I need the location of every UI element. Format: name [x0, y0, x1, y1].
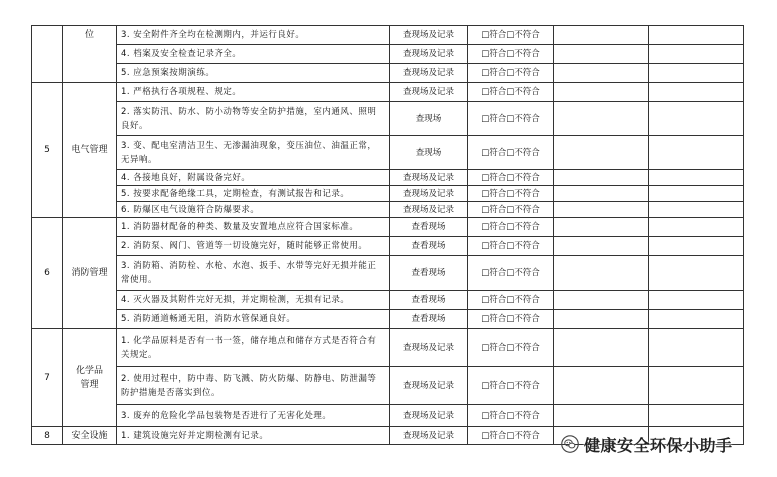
check-result: □符合□不符合: [468, 329, 554, 367]
check-result: □符合□不符合: [468, 291, 554, 310]
check-method: 查现场及记录: [390, 427, 468, 445]
blank-cell: [554, 329, 649, 367]
watermark-text: 健康安全环保小助手: [584, 435, 733, 455]
blank-cell: [554, 45, 649, 64]
check-method: 查现场及记录: [390, 186, 468, 202]
check-result: □符合□不符合: [468, 202, 554, 218]
table-row: [32, 45, 744, 64]
table-row: [32, 136, 744, 170]
table-row: [32, 26, 744, 45]
check-content: 1. 严格执行各项规程、规定。: [117, 83, 390, 102]
blank-cell: [649, 83, 744, 102]
row-number: [32, 26, 63, 83]
blank-cell: [554, 237, 649, 256]
table-row: [32, 170, 744, 186]
check-content: 3. 废弃的危险化学品包装物是否进行了无害化处理。: [117, 405, 390, 427]
check-method: 查看现场: [390, 310, 468, 329]
blank-cell: [649, 291, 744, 310]
check-result: □符合□不符合: [468, 367, 554, 405]
blank-cell: [649, 202, 744, 218]
blank-cell: [649, 405, 744, 427]
item-name: 化学品管理: [63, 329, 117, 427]
check-content: 5. 按要求配备绝缘工具，定期检查，有测试报告和记录。: [117, 186, 390, 202]
blank-cell: [649, 26, 744, 45]
blank-cell: [554, 367, 649, 405]
check-content: 3. 消防箱、消防栓、水枪、水泡、扳手、水带等完好无损并能正常使用。: [117, 256, 390, 291]
blank-cell: [554, 310, 649, 329]
blank-cell: [554, 26, 649, 45]
check-result: □符合□不符合: [468, 102, 554, 136]
check-result: □符合□不符合: [468, 64, 554, 83]
table-row: [32, 237, 744, 256]
check-content: 2. 落实防汛、防水、防小动物等安全防护措施，室内通风、照明良好。: [117, 102, 390, 136]
check-method: 查看现场: [390, 237, 468, 256]
check-result: □符合□不符合: [468, 310, 554, 329]
check-content: 4. 档案及安全检查记录齐全。: [117, 45, 390, 64]
check-content: 5. 消防通道畅通无阻，消防水管保通良好。: [117, 310, 390, 329]
blank-cell: [554, 83, 649, 102]
blank-cell: [649, 367, 744, 405]
blank-cell: [554, 170, 649, 186]
row-number: 8: [32, 427, 63, 445]
blank-cell: [554, 405, 649, 427]
check-content: 2. 消防泵、阀门、管道等一切设施完好，随时能够正常使用。: [117, 237, 390, 256]
blank-cell: [649, 64, 744, 83]
table-row: [32, 83, 744, 102]
table-row: [32, 367, 744, 405]
check-method: 查现场: [390, 136, 468, 170]
check-result: □符合□不符合: [468, 83, 554, 102]
check-method: 查现场及记录: [390, 329, 468, 367]
blank-cell: [554, 186, 649, 202]
check-content: 1. 建筑设施完好并定期检测有记录。: [117, 427, 390, 445]
check-result: □符合□不符合: [468, 186, 554, 202]
watermark: [561, 432, 733, 456]
blank-cell: [649, 170, 744, 186]
check-result: □符合□不符合: [468, 136, 554, 170]
table-row: [32, 405, 744, 427]
blank-cell: [649, 237, 744, 256]
check-method: 查现场及记录: [390, 26, 468, 45]
check-method: 查看现场: [390, 291, 468, 310]
blank-cell: [554, 256, 649, 291]
item-name: 消防管理: [63, 218, 117, 329]
blank-cell: [649, 186, 744, 202]
check-method: 查现场: [390, 102, 468, 136]
table-row: [32, 310, 744, 329]
table-row: [32, 202, 744, 218]
wechat-icon: [561, 435, 579, 453]
item-name: 位: [63, 26, 117, 83]
check-result: □符合□不符合: [468, 405, 554, 427]
row-number: 6: [32, 218, 63, 329]
check-method: 查看现场: [390, 218, 468, 237]
check-method: 查看现场: [390, 256, 468, 291]
check-result: □符合□不符合: [468, 26, 554, 45]
check-content: 2. 使用过程中，防中毒、防飞溅、防火防爆、防静电、防泄漏等防护措施是否落实到位。: [117, 367, 390, 405]
blank-cell: [554, 136, 649, 170]
check-content: 5. 应急预案按期演练。: [117, 64, 390, 83]
check-method: 查现场及记录: [390, 45, 468, 64]
blank-cell: [649, 45, 744, 64]
check-method: 查现场及记录: [390, 367, 468, 405]
blank-cell: [554, 291, 649, 310]
blank-cell: [649, 102, 744, 136]
check-method: 查现场及记录: [390, 170, 468, 186]
table-row: [32, 186, 744, 202]
check-result: □符合□不符合: [468, 256, 554, 291]
check-content: 4. 各接地良好，附属设备完好。: [117, 170, 390, 186]
check-content: 3. 变、配电室清洁卫生、无渗漏油现象，变压油位、油温正常，无异响。: [117, 136, 390, 170]
blank-cell: [649, 136, 744, 170]
table-row: [32, 291, 744, 310]
check-content: 1. 化学品原料是否有一书一签，储存地点和储存方式是否符合有关规定。: [117, 329, 390, 367]
check-content: 4. 灭火器及其附件完好无损，并定期检测，无损有记录。: [117, 291, 390, 310]
item-name: 电气管理: [63, 83, 117, 218]
table-row: [32, 218, 744, 237]
row-number: 7: [32, 329, 63, 427]
check-content: 6. 防爆区电气设施符合防爆要求。: [117, 202, 390, 218]
check-method: 查现场及记录: [390, 64, 468, 83]
check-result: □符合□不符合: [468, 427, 554, 445]
check-result: □符合□不符合: [468, 45, 554, 64]
row-number: 5: [32, 83, 63, 218]
blank-cell: [554, 64, 649, 83]
check-content: 1. 消防器材配备的种类、数量及安置地点应符合国家标准。: [117, 218, 390, 237]
blank-cell: [554, 202, 649, 218]
blank-cell: [649, 329, 744, 367]
table-row: [32, 64, 744, 83]
table-row: [32, 256, 744, 291]
check-method: 查现场及记录: [390, 405, 468, 427]
check-method: 查现场及记录: [390, 202, 468, 218]
table-row: [32, 102, 744, 136]
check-result: □符合□不符合: [468, 170, 554, 186]
item-name: 安全设施: [63, 427, 117, 445]
blank-cell: [554, 218, 649, 237]
inspection-table: [31, 25, 744, 445]
blank-cell: [649, 310, 744, 329]
check-method: 查现场及记录: [390, 83, 468, 102]
check-content: 3. 安全附件齐全均在检测期内，并运行良好。: [117, 26, 390, 45]
check-result: □符合□不符合: [468, 237, 554, 256]
blank-cell: [554, 102, 649, 136]
blank-cell: [649, 218, 744, 237]
table-row: [32, 329, 744, 367]
check-result: □符合□不符合: [468, 218, 554, 237]
blank-cell: [649, 256, 744, 291]
